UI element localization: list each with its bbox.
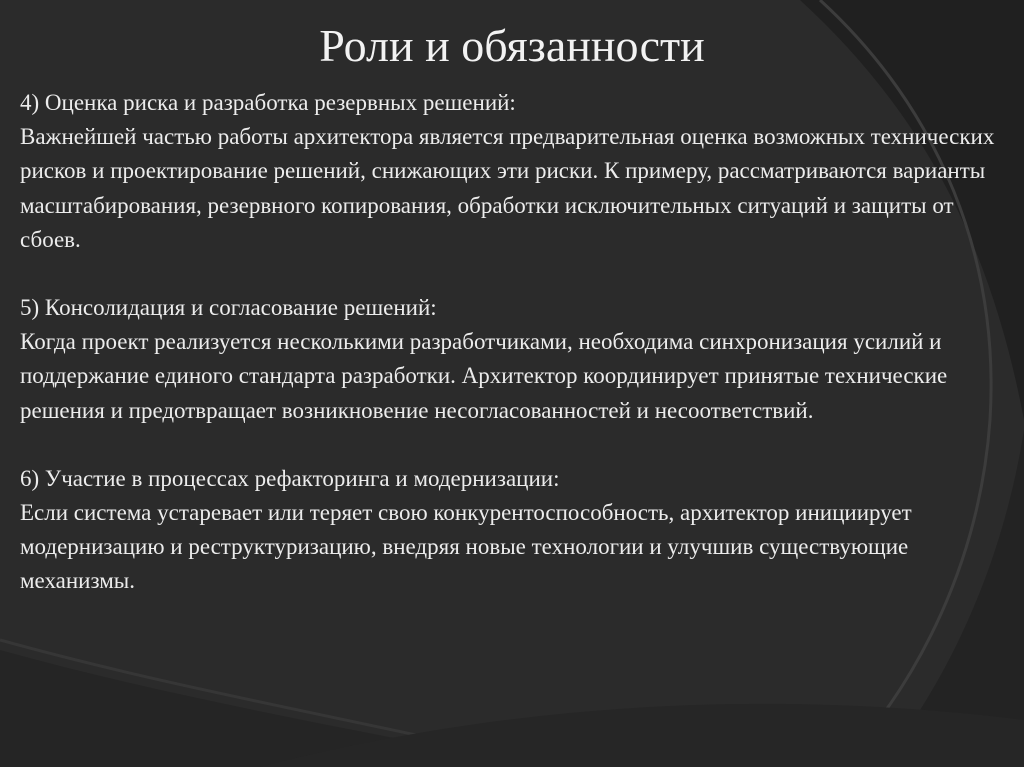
section-4-heading: 4) Оценка риска и разработка резервных решений: (20, 90, 516, 115)
section-5 (20, 291, 1010, 428)
section-5-text: Когда проект реализуется несколькими разработчиками, необходима синхронизация усилий и поддержание единого стандарта разработки. Архитектор координирует принятые технические решения и предотвращает возникновение несогласованностей и несоответствий. (20, 329, 948, 423)
section-6-text: Если система устаревает или теряет свою конкурентоспособность, архитектор инициирует модернизацию и реструктуризацию, внедряя новые технологии и улучшив существующие механизмы. (20, 500, 912, 594)
section-4 (20, 86, 1010, 257)
section-6 (20, 462, 1010, 599)
section-4-text: Важнейшей частью работы архитектора является предварительная оценка возможных технических рисков и проектирование решений, снижающих эти риски. К примеру, рассматриваются варианты масштабирования, резервного копирования, обработки исключительных ситуаций и защиты от сбоев. (20, 124, 995, 252)
slide-content (20, 86, 1010, 633)
section-6-heading: 6) Участие в процессах рефакторинга и модернизации: (20, 465, 560, 491)
slide-title: Роли и обязанности (319, 20, 705, 71)
section-5-heading: 5) Консолидация и согласование решений: (20, 295, 437, 321)
